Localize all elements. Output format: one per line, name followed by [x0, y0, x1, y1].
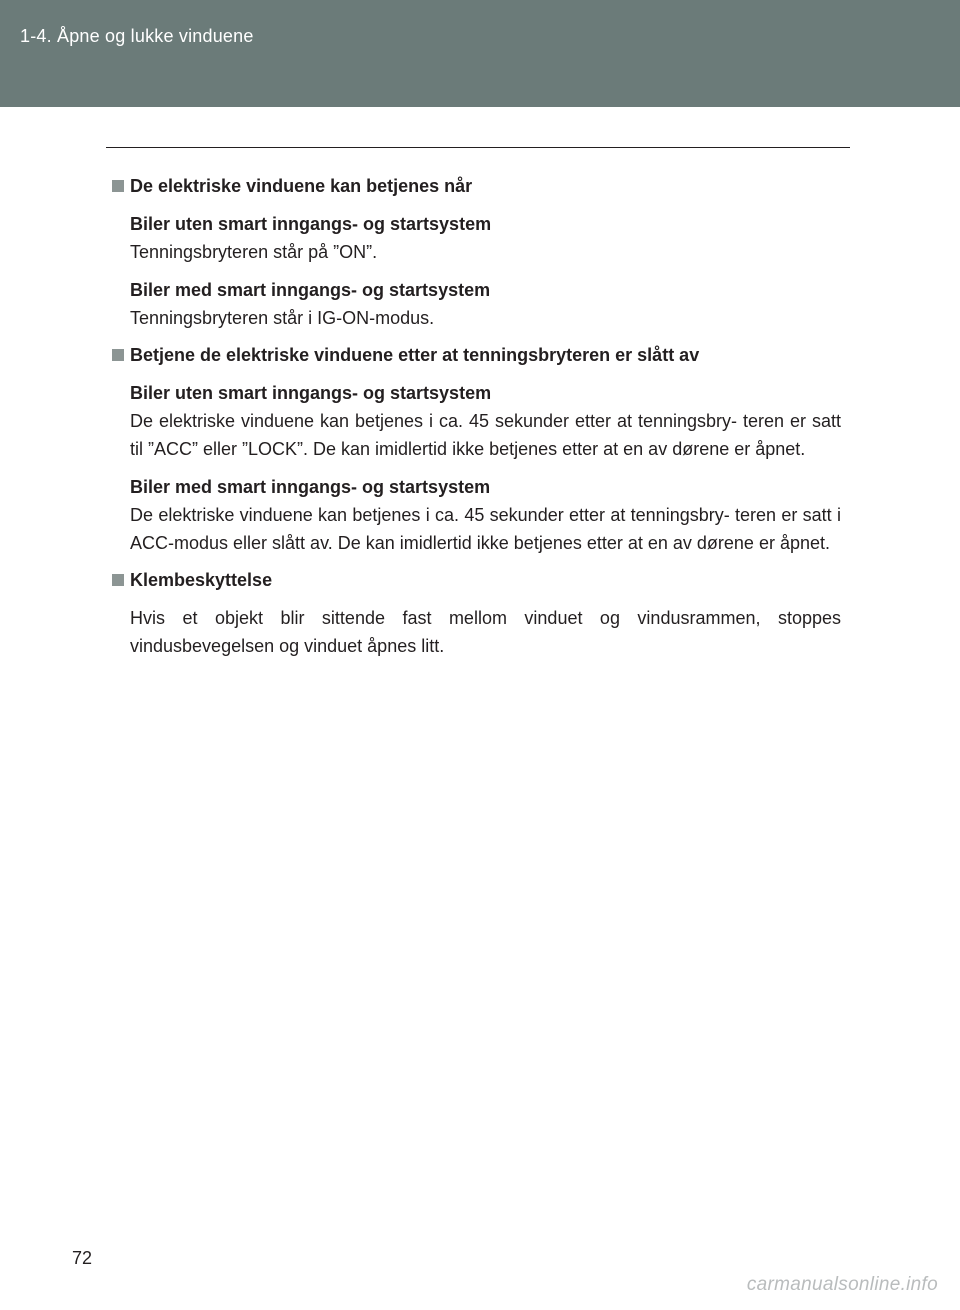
sub-block: [130, 473, 841, 557]
divider-rule: [106, 147, 850, 148]
watermark: carmanualsonline.info: [746, 1274, 938, 1295]
main-content: [112, 173, 841, 670]
section-heading-text: Klembeskyttelse: [130, 570, 273, 590]
section-heading: [112, 173, 841, 200]
sub-text: Tenningsbryteren står på ”ON”.: [130, 242, 378, 262]
sub-text: Hvis et objekt blir sittende fast mellom vinduet og vindusrammen, stoppes vindusbevegelsen og vinduet åpnes litt.: [130, 608, 841, 656]
section-heading: [112, 567, 841, 594]
section-heading-text: Betjene de elektriske vinduene etter at tenningsbryteren er slått av: [130, 345, 700, 365]
sub-block: [130, 604, 841, 660]
square-bullet-icon: [112, 574, 124, 586]
sub-block: [130, 379, 841, 463]
page-number: 72: [72, 1248, 93, 1268]
sub-block: [130, 276, 841, 332]
sub-text: De elektriske vinduene kan betjenes i ca. 45 sekunder etter at tenningsbry- teren er satt til ”ACC” eller ”LOCK”. De kan imidlertid ikke betjenes etter at en av dørene er åpnet.: [130, 411, 841, 459]
sub-text: De elektriske vinduene kan betjenes i ca. 45 sekunder etter at tenningsbry- teren er satt i ACC-modus eller slått av. De kan imidlertid ikke betjenes etter at en av dørene er åpnet.: [130, 505, 841, 553]
chapter-title: 1-4. Åpne og lukke vinduene: [20, 26, 254, 46]
sub-title: Biler med smart inngangs- og startsystem: [130, 280, 491, 300]
square-bullet-icon: [112, 349, 124, 361]
section-heading-text: De elektriske vinduene kan betjenes når: [130, 176, 473, 196]
square-bullet-icon: [112, 180, 124, 192]
header-band: [0, 0, 960, 107]
sub-block: [130, 210, 841, 266]
sub-text: Tenningsbryteren står i IG-ON-modus.: [130, 308, 435, 328]
sub-title: Biler uten smart inngangs- og startsystem: [130, 383, 492, 403]
sub-title: Biler med smart inngangs- og startsystem: [130, 477, 491, 497]
section-heading: [112, 342, 841, 369]
sub-title: Biler uten smart inngangs- og startsystem: [130, 214, 492, 234]
